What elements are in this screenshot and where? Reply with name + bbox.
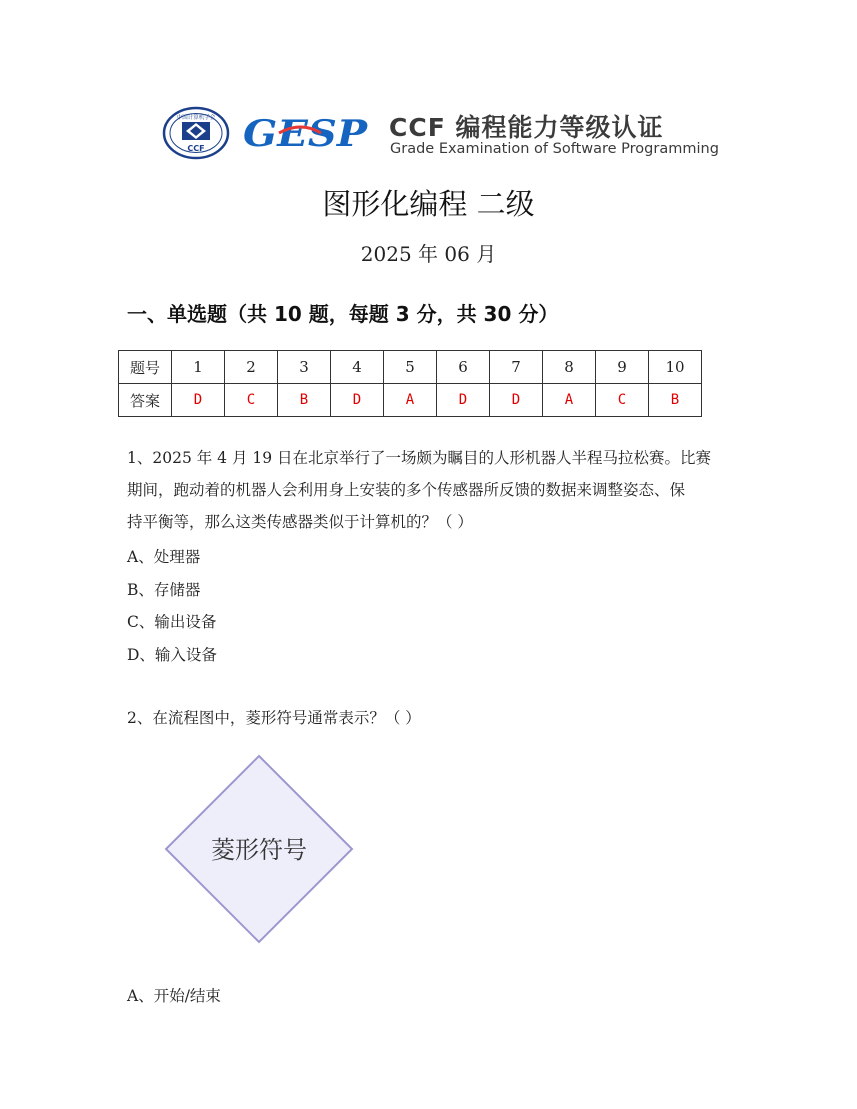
brand-title-en: Grade Examination of Software Programming xyxy=(390,141,719,157)
table-row xyxy=(119,384,702,417)
flowchart-diamond-figure xyxy=(163,753,355,945)
question-number: 1 xyxy=(172,351,225,384)
question-1-option-d: D、输入设备 xyxy=(127,646,217,664)
question-number: 8 xyxy=(543,351,596,384)
answer-cell: A xyxy=(384,384,437,417)
question-number: 9 xyxy=(596,351,649,384)
question-1-option-b: B、存储器 xyxy=(127,581,201,599)
document-title: 图形化编程 二级 xyxy=(322,187,535,221)
question-1-line-3: 持平衡等，那么这类传感器类似于计算机的？（ ） xyxy=(127,513,473,531)
answer-cell: C xyxy=(225,384,278,417)
question-1-line-1: 1、2025 年 4 月 19 日在北京举行了一场颇为瞩目的人形机器人半程马拉松赛。比赛 xyxy=(127,449,712,467)
question-number: 10 xyxy=(649,351,702,384)
answer-cell: A xyxy=(543,384,596,417)
answer-cell: D xyxy=(437,384,490,417)
answer-cell: D xyxy=(331,384,384,417)
question-number: 2 xyxy=(225,351,278,384)
answer-table xyxy=(118,350,702,417)
ccf-seal-logo xyxy=(162,106,230,160)
row-label: 题号 xyxy=(119,351,172,384)
section-heading: 一、单选题（共 10 题，每题 3 分，共 30 分） xyxy=(127,302,559,326)
gesp-logo xyxy=(241,111,371,155)
table-row xyxy=(119,351,702,384)
document-date: 2025 年 06 月 xyxy=(360,242,497,266)
seal-text: 中国计算机学会 xyxy=(176,115,216,121)
seal-abbr: CCF xyxy=(187,144,205,153)
question-number: 5 xyxy=(384,351,437,384)
brand-title-cn: CCF 编程能力等级认证 xyxy=(389,113,664,142)
answer-cell: B xyxy=(649,384,702,417)
question-1-option-a: A、处理器 xyxy=(127,548,201,566)
answer-cell: D xyxy=(172,384,225,417)
answer-cell: B xyxy=(278,384,331,417)
question-number: 6 xyxy=(437,351,490,384)
diamond-label: 菱形符号 xyxy=(211,836,307,864)
gesp-logo-text: GESP xyxy=(243,113,369,155)
question-number: 4 xyxy=(331,351,384,384)
answer-cell: C xyxy=(596,384,649,417)
question-2-option-a: A、开始/结束 xyxy=(127,987,221,1005)
question-number: 7 xyxy=(490,351,543,384)
question-1-option-c: C、输出设备 xyxy=(127,613,217,631)
question-1-line-2: 期间，跑动着的机器人会利用身上安装的多个传感器所反馈的数据来调整姿态、保 xyxy=(127,481,686,499)
question-number: 3 xyxy=(278,351,331,384)
answer-cell: D xyxy=(490,384,543,417)
question-2-line-1: 2、在流程图中，菱形符号通常表示？（ ） xyxy=(127,709,421,727)
row-label: 答案 xyxy=(119,384,172,417)
